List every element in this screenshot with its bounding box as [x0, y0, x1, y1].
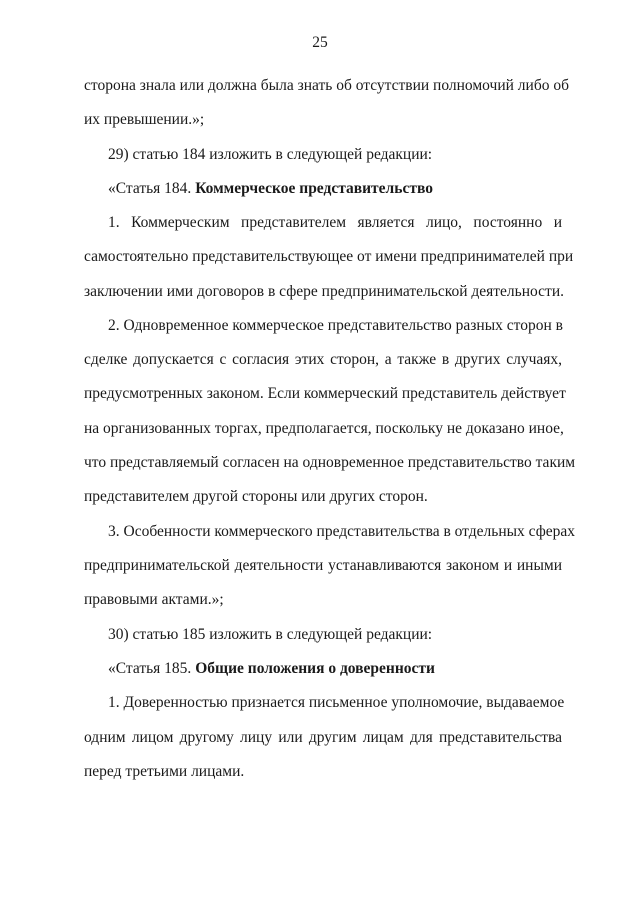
- text-line: предусмотренных законом. Если коммерческий представитель действует: [84, 385, 566, 402]
- text-line: 2. Одновременное коммерческое представительство разных сторон в: [108, 317, 563, 334]
- article-185-heading: [108, 659, 435, 679]
- text-line: правовыми актами.»;: [84, 591, 224, 608]
- text-line: представителем другой стороны или других сторон.: [84, 488, 428, 505]
- text-line: на организованных торгах, предполагается, поскольку не доказано иное,: [84, 420, 564, 437]
- page-number: 25: [312, 34, 328, 51]
- text-line: предпринимательской деятельности устанавливаются законом и иными: [84, 557, 562, 574]
- text-line: сторона знала или должна была знать об отсутствии полномочий либо об: [84, 77, 569, 94]
- article-title: Коммерческое представительство: [195, 180, 433, 197]
- article-number: «Статья 184.: [108, 180, 196, 197]
- text-line: 29) статью 184 изложить в следующей редакции:: [108, 146, 433, 163]
- text-line: 1. Коммерческим представителем является лицо, постоянно и: [108, 214, 562, 231]
- text-line: 3. Особенности коммерческого представительства в отдельных сферах: [108, 523, 576, 540]
- text-line: одним лицом другому лицу или другим лицам для представительства: [84, 729, 562, 746]
- text-line: самостоятельно представительствующее от имени предпринимателей при: [84, 248, 574, 265]
- text-line: сделке допускается с согласия этих сторон, а также в других случаях,: [84, 351, 562, 368]
- text-line: их превышении.»;: [84, 111, 205, 128]
- text-line: 30) статью 185 изложить в следующей редакции:: [108, 626, 433, 643]
- text-line: перед третьими лицами.: [84, 763, 245, 780]
- article-184-heading: [108, 179, 433, 199]
- text-line: заключении ими договоров в сфере предпринимательской деятельности.: [84, 283, 564, 300]
- text-line: 1. Доверенностью признается письменное уполномочие, выдаваемое: [108, 694, 565, 711]
- text-line: что представляемый согласен на одновременное представительство таким: [84, 454, 576, 471]
- article-title: Общие положения о доверенности: [195, 660, 435, 677]
- article-number: «Статья 185.: [108, 660, 196, 677]
